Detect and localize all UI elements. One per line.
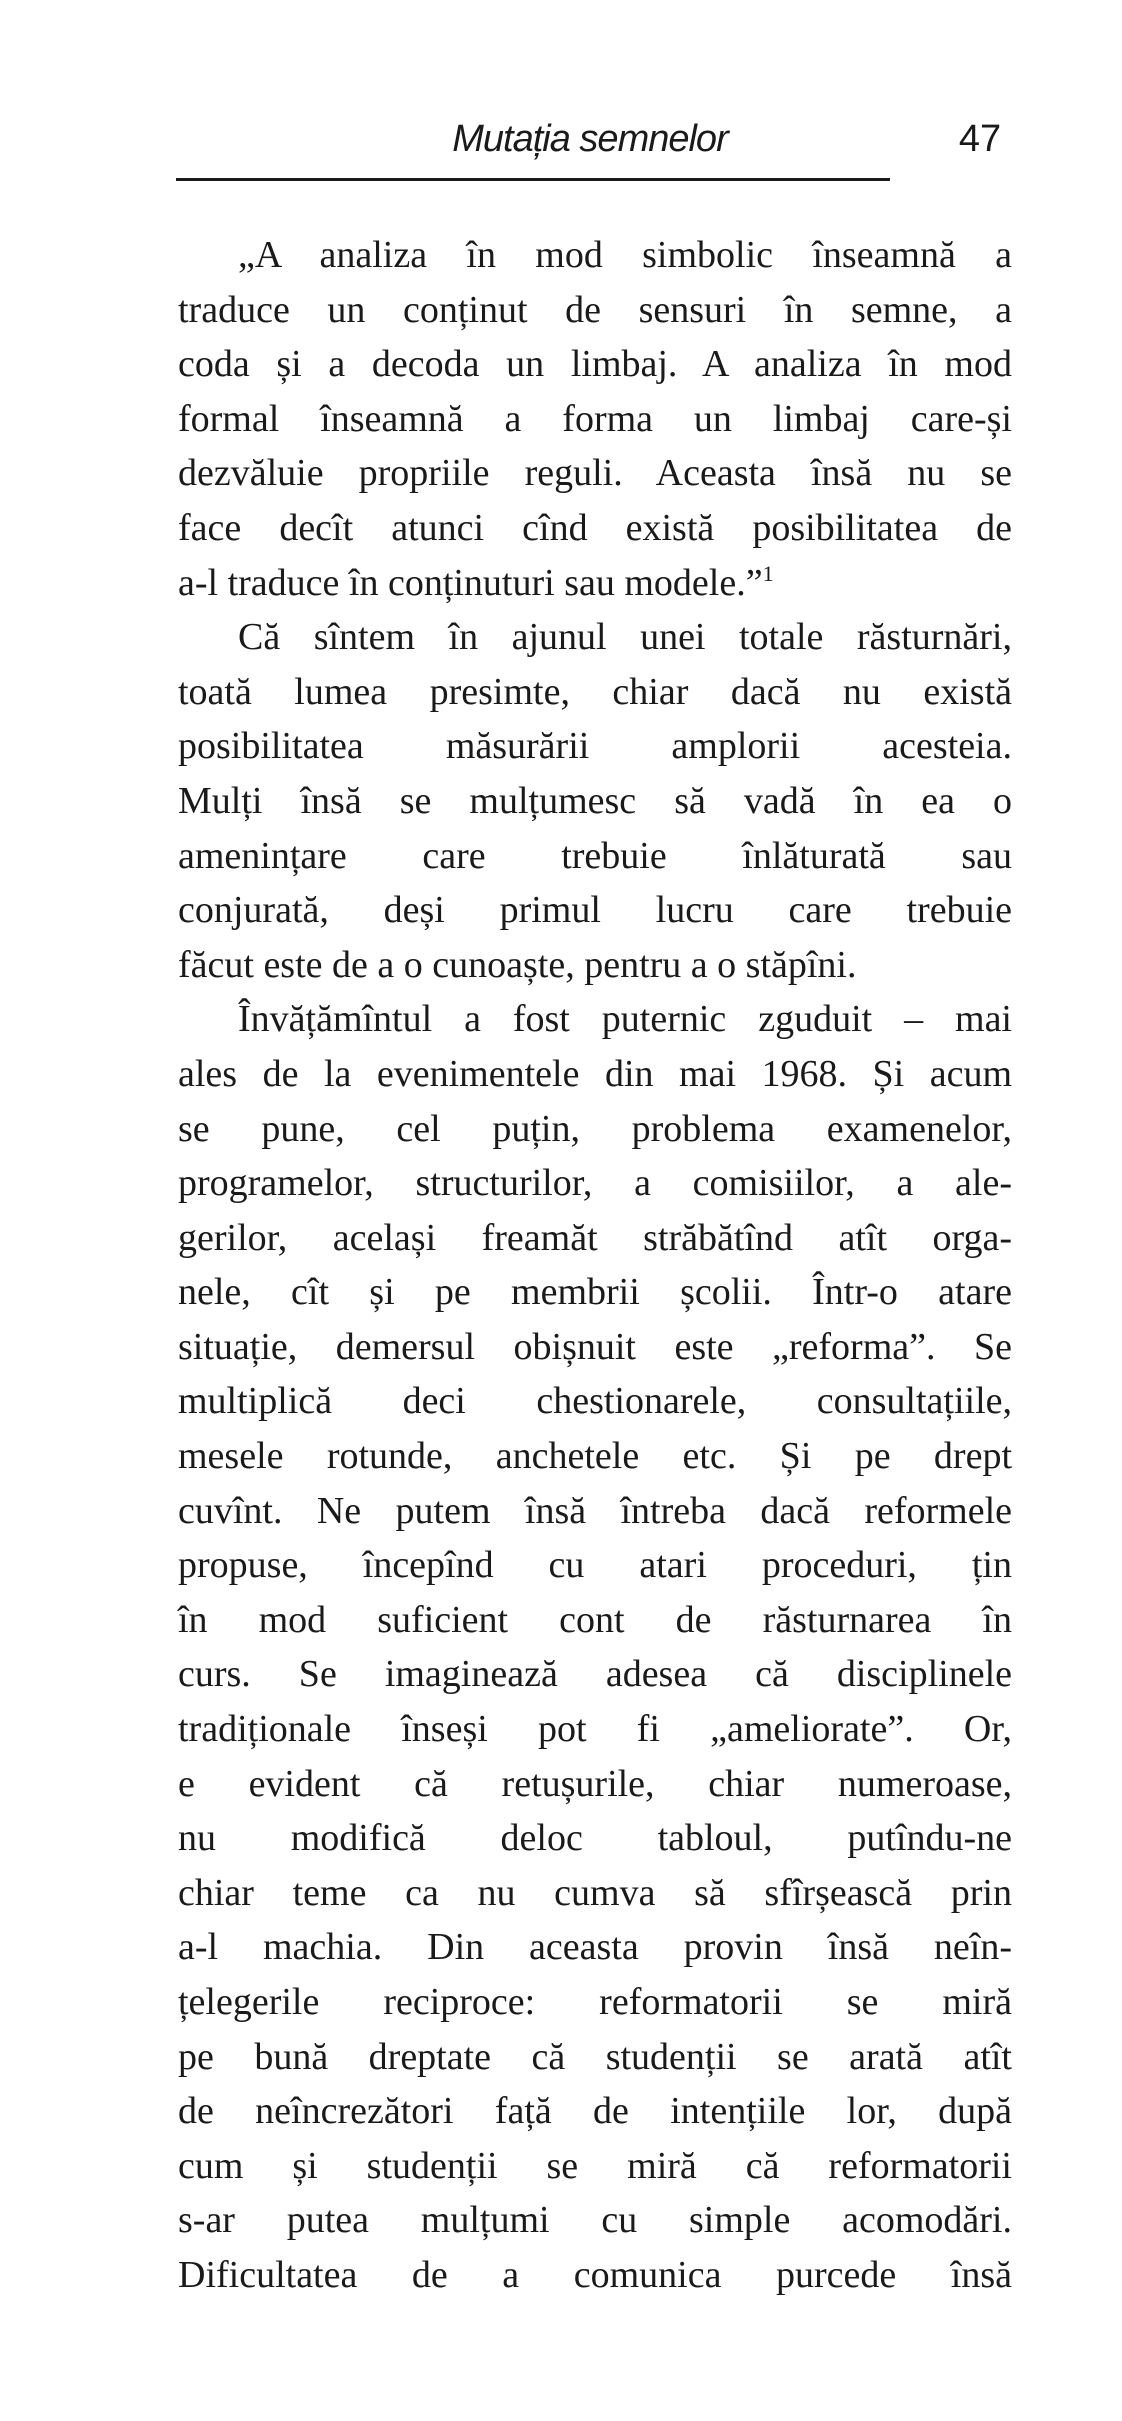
text-line xyxy=(178,1975,1012,2030)
text-line xyxy=(178,938,1012,993)
line-text: de neîncrezători față de intențiile lor, după xyxy=(178,2090,1012,2133)
line-text: formal înseamnă a forma un limbaj care-și xyxy=(178,397,1012,440)
line-text: Dificultatea de a comunica purcede însă xyxy=(178,2253,1012,2296)
text-line xyxy=(178,883,1012,938)
line-text: „A analiza în mod simbolic înseamnă a xyxy=(238,234,1012,276)
text-line xyxy=(178,1757,1012,1812)
line-text: nu modifică deloc tabloul, putîndu-ne xyxy=(178,1817,1012,1860)
line-text: făcut este de a o cunoaște, pentru a o stăpîni. xyxy=(178,943,857,986)
line-text: pe bună dreptate că studenții se arată atît xyxy=(178,2035,1012,2078)
text-line xyxy=(178,228,1012,283)
line-text: Învățămîntul a fost puternic zguduit – mai xyxy=(238,998,1012,1041)
line-text: a-l machia. Din aceasta provin însă neîn- xyxy=(178,1926,1012,1969)
text-line xyxy=(178,774,1012,829)
line-text: traduce un conținut de sensuri în semne, a xyxy=(178,288,1012,331)
line-text: posibilitatea măsurării amplorii acesteia. xyxy=(178,725,1012,768)
text-line xyxy=(178,1593,1012,1648)
line-text: s-ar putea mulțumi cu simple acomodări. xyxy=(178,2199,1012,2242)
line-text: cum și studenții se miră că reformatorii xyxy=(178,2144,1012,2187)
text-line xyxy=(178,829,1012,884)
line-text: amenințare care trebuie înlăturată sau xyxy=(178,834,1012,877)
line-text: multiplică deci chestionarele, consultațiile, xyxy=(178,1380,1012,1423)
text-line xyxy=(178,2084,1012,2139)
text-line xyxy=(178,1866,1012,1921)
line-text: gerilor, același freamăt străbătînd atît orga- xyxy=(178,1216,1012,1259)
line-text: tradiționale înseși pot fi „ameliorate”. Or, xyxy=(178,1708,1012,1751)
footnote-reference[interactable]: 1 xyxy=(762,560,774,586)
line-text: curs. Se imaginează adesea că disciplinele xyxy=(178,1653,1012,1696)
line-text: conjurată, deși primul lucru care trebuie xyxy=(178,889,1012,932)
text-line xyxy=(178,1374,1012,1429)
line-text: se pune, cel puțin, problema examenelor, xyxy=(178,1107,1012,1150)
text-line xyxy=(178,1484,1012,1539)
line-text: cuvînt. Ne putem însă întreba dacă reformele xyxy=(178,1489,1012,1532)
text-line xyxy=(178,283,1012,338)
text-line xyxy=(178,665,1012,720)
text-line xyxy=(178,1920,1012,1975)
text-line xyxy=(178,2030,1012,2085)
page-number: 47 xyxy=(958,118,1002,160)
body-text xyxy=(178,228,1012,2303)
text-line xyxy=(178,610,1012,665)
text-line xyxy=(178,2139,1012,2194)
line-text: coda și a decoda un limbaj. A analiza în mod xyxy=(178,343,1012,386)
line-text: situație, demersul obișnuit este „reforma”. Se xyxy=(178,1325,1012,1368)
text-line xyxy=(178,501,1012,556)
line-text: nele, cît și pe membrii școlii. Într-o atare xyxy=(178,1271,1012,1314)
text-line xyxy=(178,1047,1012,1102)
text-line xyxy=(178,1702,1012,1757)
line-text: face decît atunci cînd există posibilitatea de xyxy=(178,506,1012,549)
text-line xyxy=(178,556,1012,611)
text-line xyxy=(178,1265,1012,1320)
line-text: mesele rotunde, anchetele etc. Și pe drept xyxy=(178,1435,1012,1478)
text-line xyxy=(178,337,1012,392)
text-line xyxy=(178,1156,1012,1211)
line-text: ales de la evenimentele din mai 1968. Și acum xyxy=(178,1052,1012,1095)
text-line xyxy=(178,1811,1012,1866)
line-text: în mod suficient cont de răsturnarea în xyxy=(178,1598,1012,1641)
line-text: toată lumea presimte, chiar dacă nu există xyxy=(178,670,1012,713)
line-text: Că sîntem în ajunul unei totale răsturnări, xyxy=(238,616,1012,659)
line-text: e evident că retușurile, chiar numeroase, xyxy=(178,1762,1012,1805)
text-line xyxy=(178,2248,1012,2303)
text-line xyxy=(178,1647,1012,1702)
running-header-title: Mutația semnelor xyxy=(452,118,728,160)
text-line xyxy=(178,1538,1012,1593)
line-text: programelor, structurilor, a comisiilor, a ale- xyxy=(178,1162,1012,1205)
line-text: Mulți însă se mulțumesc să vadă în ea o xyxy=(178,779,1012,822)
line-text: propuse, începînd cu atari proceduri, țin xyxy=(178,1544,1012,1587)
text-line xyxy=(178,446,1012,501)
text-line xyxy=(178,392,1012,447)
text-line xyxy=(178,1429,1012,1484)
text-line xyxy=(178,1211,1012,1266)
text-line xyxy=(178,2193,1012,2248)
text-line xyxy=(178,1320,1012,1375)
line-text: a-l traduce în conținuturi sau modele.” xyxy=(178,561,763,604)
line-text: chiar teme ca nu cumva să sfîrșească prin xyxy=(178,1871,1012,1914)
text-line xyxy=(178,719,1012,774)
line-text: dezvăluie propriile reguli. Aceasta însă nu se xyxy=(178,452,1012,495)
text-line xyxy=(178,992,1012,1047)
text-line xyxy=(178,1102,1012,1157)
line-text: țelegerile reciproce: reformatorii se miră xyxy=(178,1981,1012,2023)
header-rule xyxy=(176,178,890,181)
